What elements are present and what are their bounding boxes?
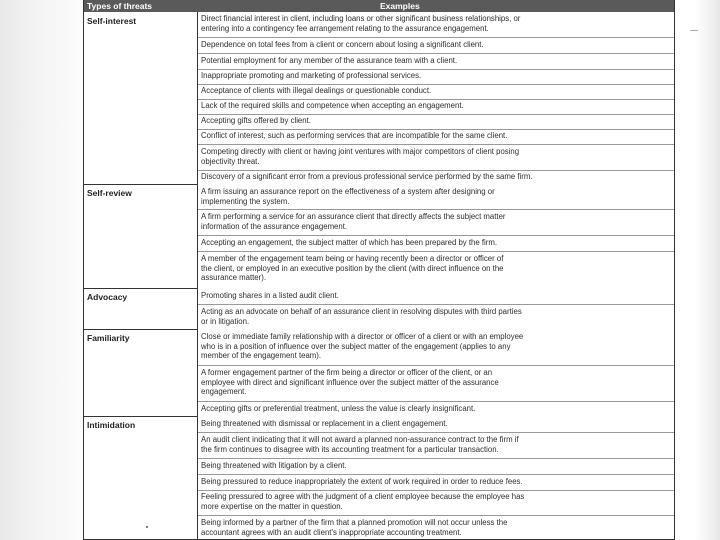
example-item: A former engagement partner of the firm being a director or officer of the client, or an employee with direct and significant influence over the subject matter of the assurance engagement. <box>201 368 499 397</box>
example-item: A member of the engagement team being or having recently been a director or officer of the client, or employed in an executive position by the client (with direct influence on the assurance matter). <box>201 254 504 283</box>
category-separator <box>84 416 197 417</box>
header-examples: Examples <box>380 1 420 11</box>
example-item: Competing directly with client or having joint ventures with major competitors of client posing objectivity threat. <box>201 147 520 166</box>
example-separator <box>198 144 674 145</box>
example-item: Potential employment for any member of the assurance team with a client. <box>201 56 458 65</box>
example-item: A firm issuing an assurance report on the effectiveness of a system after designing or implementing the system. <box>201 187 495 206</box>
example-item: Acceptance of clients with illegal dealings or questionable conduct. <box>201 86 432 95</box>
example-item: Being informed by a partner of the firm that a planned promotion will not occur unless the accountant agrees with an audit client's inappropriate accounting treatment. <box>201 518 508 537</box>
example-separator <box>198 474 674 475</box>
threat-type-intimidation: Intimidation <box>87 420 136 430</box>
example-item: Acting as an advocate on behalf of an assurance client in resolving disputes with third parties or in litigation. <box>201 307 522 326</box>
example-item: Accepting an engagement, the subject matter of which has been prepared by the firm. <box>201 238 498 247</box>
example-item: An audit client indicating that it will not award a planned non-assurance contract to the firm if the firm continues to disagree with its accounting treatment for a particular transaction. <box>201 435 519 454</box>
example-separator <box>198 304 674 305</box>
page-edge-shadow <box>694 0 720 540</box>
example-item: Lack of the required skills and competence when accepting an engagement. <box>201 101 464 110</box>
example-separator <box>198 515 674 516</box>
threat-type-familiarity: Familiarity <box>87 333 130 343</box>
example-separator <box>198 432 674 433</box>
column-divider <box>197 12 198 539</box>
example-separator <box>198 170 674 171</box>
example-item: Being threatened with litigation by a client. <box>201 461 347 470</box>
example-item: Conflict of interest, such as performing services that are incompatible for the same client. <box>201 131 508 140</box>
example-separator <box>198 235 674 236</box>
example-separator <box>198 99 674 100</box>
threats-table <box>83 0 675 540</box>
example-separator <box>198 129 674 130</box>
example-separator <box>198 84 674 85</box>
example-item: Inappropriate promoting and marketing of professional services. <box>201 71 422 80</box>
example-separator <box>198 401 674 402</box>
category-separator <box>84 184 197 185</box>
example-item: Direct financial interest in client, including loans or other significant business relationships, or entering into a contingency fee arrangement relating to the assurance engagement. <box>201 14 521 33</box>
example-separator <box>198 53 674 54</box>
example-separator <box>198 458 674 459</box>
header-types-of-threats: Types of threats <box>87 1 153 11</box>
example-item: Dependence on total fees from a client or concern about losing a significant client. <box>201 40 484 49</box>
example-separator <box>198 251 674 252</box>
category-separator <box>84 288 197 289</box>
example-item: Being pressured to reduce inappropriately the extent of work required in order to reduce fees. <box>201 477 523 486</box>
threat-type-self-review: Self-review <box>87 188 132 198</box>
example-separator <box>198 114 674 115</box>
scan-speck <box>146 526 148 528</box>
threat-type-self-interest: Self-interest <box>87 16 137 26</box>
example-separator <box>198 365 674 366</box>
example-item: Being threatened with dismissal or replacement in a client engagement. <box>201 419 448 428</box>
example-item: A firm performing a service for an assurance client that directly affects the subject matter information of the assurance engagement. <box>201 212 506 231</box>
example-item: Accepting gifts offered by client. <box>201 116 311 125</box>
example-item: Discovery of a significant error from a previous professional service performed by the same firm. <box>201 172 533 181</box>
example-separator <box>198 69 674 70</box>
example-separator <box>198 37 674 38</box>
table-header-row <box>84 0 674 12</box>
example-item: Promoting shares in a listed audit client. <box>201 291 339 300</box>
example-item: Close or immediate family relationship with a director or officer of a client or with an employee who is in a position of influence over the subject matter of the engagement (applies to any member of the engagement team). <box>201 332 524 361</box>
example-item: Accepting gifts or preferential treatment, unless the value is clearly insignificant. <box>201 404 476 413</box>
example-item: Feeling pressured to agree with the judgment of a client employee because the employee has more expertise on the matter in question. <box>201 492 525 511</box>
example-separator <box>198 490 674 491</box>
example-separator <box>198 209 674 210</box>
threat-type-advocacy: Advocacy <box>87 292 128 302</box>
scan-speck <box>690 30 698 31</box>
category-separator <box>84 329 197 330</box>
